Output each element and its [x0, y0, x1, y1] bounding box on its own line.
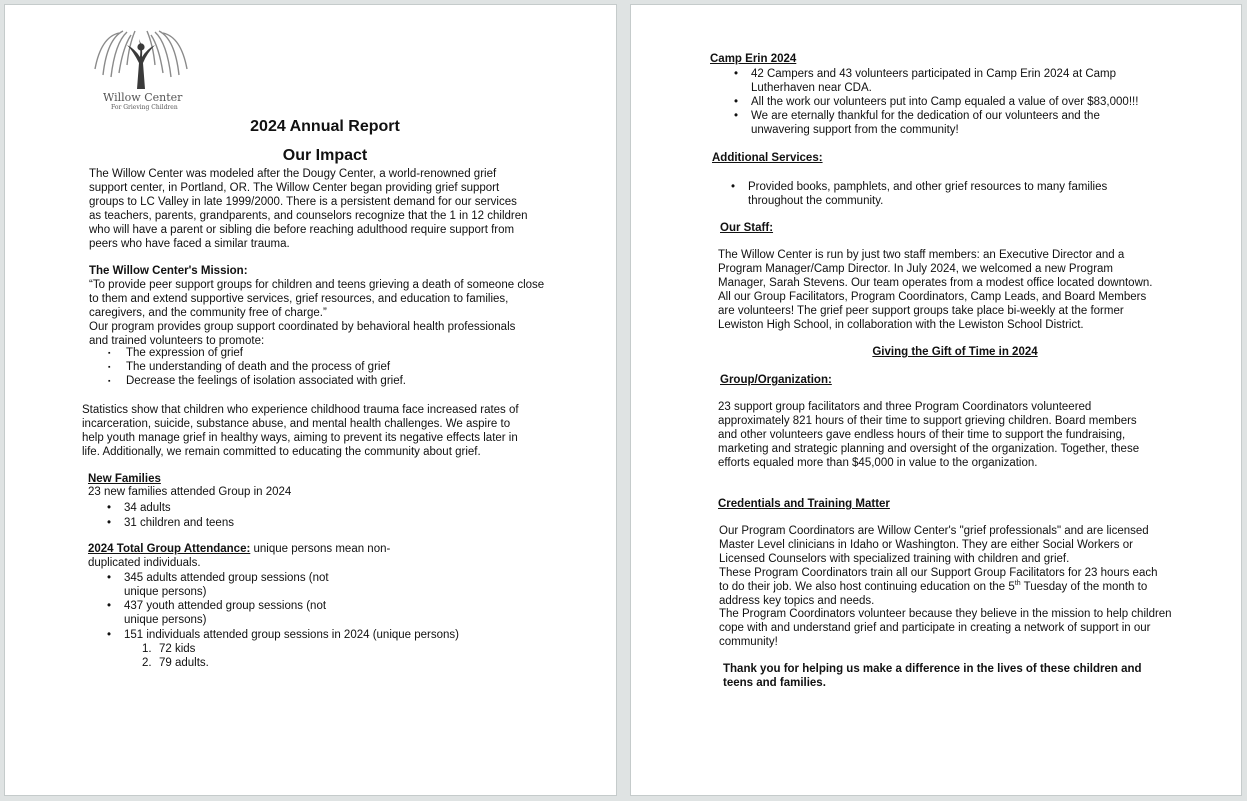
list-item: • 31 children and teens: [124, 516, 234, 531]
list-item: • 42 Campers and 43 volunteers participated in Camp Erin 2024 at Camp Lutherhaven near CDA.: [751, 68, 1138, 96]
mission-bullets: [126, 347, 406, 389]
page-1: [4, 4, 617, 796]
list-item: • 34 adults: [124, 501, 234, 516]
new-families-text: 23 new families attended Group in 2024: [88, 486, 292, 498]
list-item: 2. 79 adults.: [142, 656, 209, 669]
credentials-heading: Credentials and Training Matter: [718, 498, 890, 510]
intro-paragraph: The Willow Center was modeled after the Dougy Center, a world-renowned grief support center, in Portland, OR. The Willow Center began providing grief support groups to LC Valley in late 1999/2000. There is a persistent demand for our services as teachers, parents, grandparents, and counselors recognize that the 1 in 12 children who will have a parent or sibling die before reaching adulthood require support from peers who have faced a similar trauma.: [89, 168, 528, 250]
list-item: • All the work our volunteers put into Camp equaled a value of over $83,000!!!: [751, 96, 1138, 110]
mission-heading: The Willow Center's Mission:: [89, 265, 248, 277]
list-item: • 437 youth attended group sessions (not unique persons): [124, 600, 459, 628]
attendance-note: unique persons mean non-: [250, 543, 391, 555]
page-2: [630, 4, 1242, 796]
list-item: ▪ The understanding of death and the process of grief: [126, 361, 406, 375]
services-heading: Additional Services:: [712, 152, 823, 164]
camp-bullets: [751, 68, 1138, 138]
list-item: ▪ Decrease the feelings of isolation associated with grief.: [126, 375, 406, 389]
willow-center-logo: [89, 27, 193, 113]
logo-tagline: For Grieving Children: [111, 104, 178, 111]
mission-text: “To provide peer support groups for children and teens grieving a death of someone close to them and extend supportive services, grief resources, and education to families, caregivers, and the community free of charge.” Our program provides group support coordinated by behavioral health professionals and trained volunteers to promote:: [89, 279, 545, 347]
new-families-bullets: [124, 501, 234, 531]
attendance-bullets: [124, 572, 459, 643]
report-title: 2024 Annual Report: [250, 118, 400, 135]
impact-heading: Our Impact: [282, 147, 368, 164]
services-bullets: [748, 181, 1107, 209]
list-item: • We are eternally thankful for the dedication of our volunteers and the unwavering support from the community!: [751, 110, 1138, 138]
staff-paragraph: The Willow Center is run by just two staff members: an Executive Director and a Program Manager/Camp Director. In July 2024, we welcomed a new Program Manager, Sarah Stevens. Our team operates from a modest office located downtown. All our Group Facilitators, Program Coordinators, Camp Leads, and Board Members are volunteers! The grief peer support groups take place bi-weekly at the former Lewiston High School, in collaboration with the Lewiston School District.: [718, 249, 1153, 331]
list-item: • 151 individuals attended group sessions in 2024 (unique persons): [124, 629, 459, 643]
attendance-heading: 2024 Total Group Attendance:: [88, 543, 251, 555]
attendance-sub-list: [142, 643, 209, 671]
list-item: • Provided books, pamphlets, and other grief resources to many families throughout the community.: [748, 181, 1107, 209]
gift-heading: Giving the Gift of Time in 2024: [872, 346, 1038, 358]
logo-name: Willow Center: [103, 91, 183, 104]
attendance-note-cont: duplicated individuals.: [88, 557, 201, 569]
willow-tree-icon: [89, 27, 193, 89]
list-item: 1. 72 kids: [142, 643, 196, 655]
credentials-paragraph: Our Program Coordinators are Willow Center's "grief professionals" and are licensed Master Level clinicians in Idaho or Washington. They are either Social Workers or Licensed Counselors with specialized training with children and grief. These Program Coordinators train all our Support Group Facilitators for 23 hours each to do their job. We also host continuing education on the 5th Tuesday of the month to address key topics and needs. The Program Coordinators volunteer because they believe in the mission to help children cope with and understand grief and participate in creating a network of support in our community!: [719, 525, 1172, 649]
new-families-heading: New Families: [88, 473, 161, 485]
group-paragraph: 23 support group facilitators and three Program Coordinators volunteered approximately 821 hours of their time to support grieving children. Board members and other volunteers gave endless hours of their time to support the fundraising, marketing and strategic planning and oversight of the organization. Together, these efforts equaled more than $45,000 in value to the organization.: [718, 401, 1140, 469]
attendance-heading-line: [88, 543, 390, 557]
list-item: ▪ The expression of grief: [126, 347, 406, 361]
camp-heading: Camp Erin 2024: [710, 53, 797, 65]
staff-heading: Our Staff:: [720, 222, 774, 234]
statistics-paragraph: Statistics show that children who experience childhood trauma face increased rates of incarceration, suicide, substance abuse, and mental health challenges. We aspire to help youth manage grief in healthy ways, aiming to prevent its negative effects later in life. Additionally, we remain committed to educating the community about grief.: [82, 404, 519, 458]
group-heading: Group/Organization:: [720, 374, 832, 386]
list-item: • 345 adults attended group sessions (not unique persons): [124, 572, 459, 600]
thank-you-note: Thank you for helping us make a difference in the lives of these children and teens and families.: [723, 663, 1142, 689]
